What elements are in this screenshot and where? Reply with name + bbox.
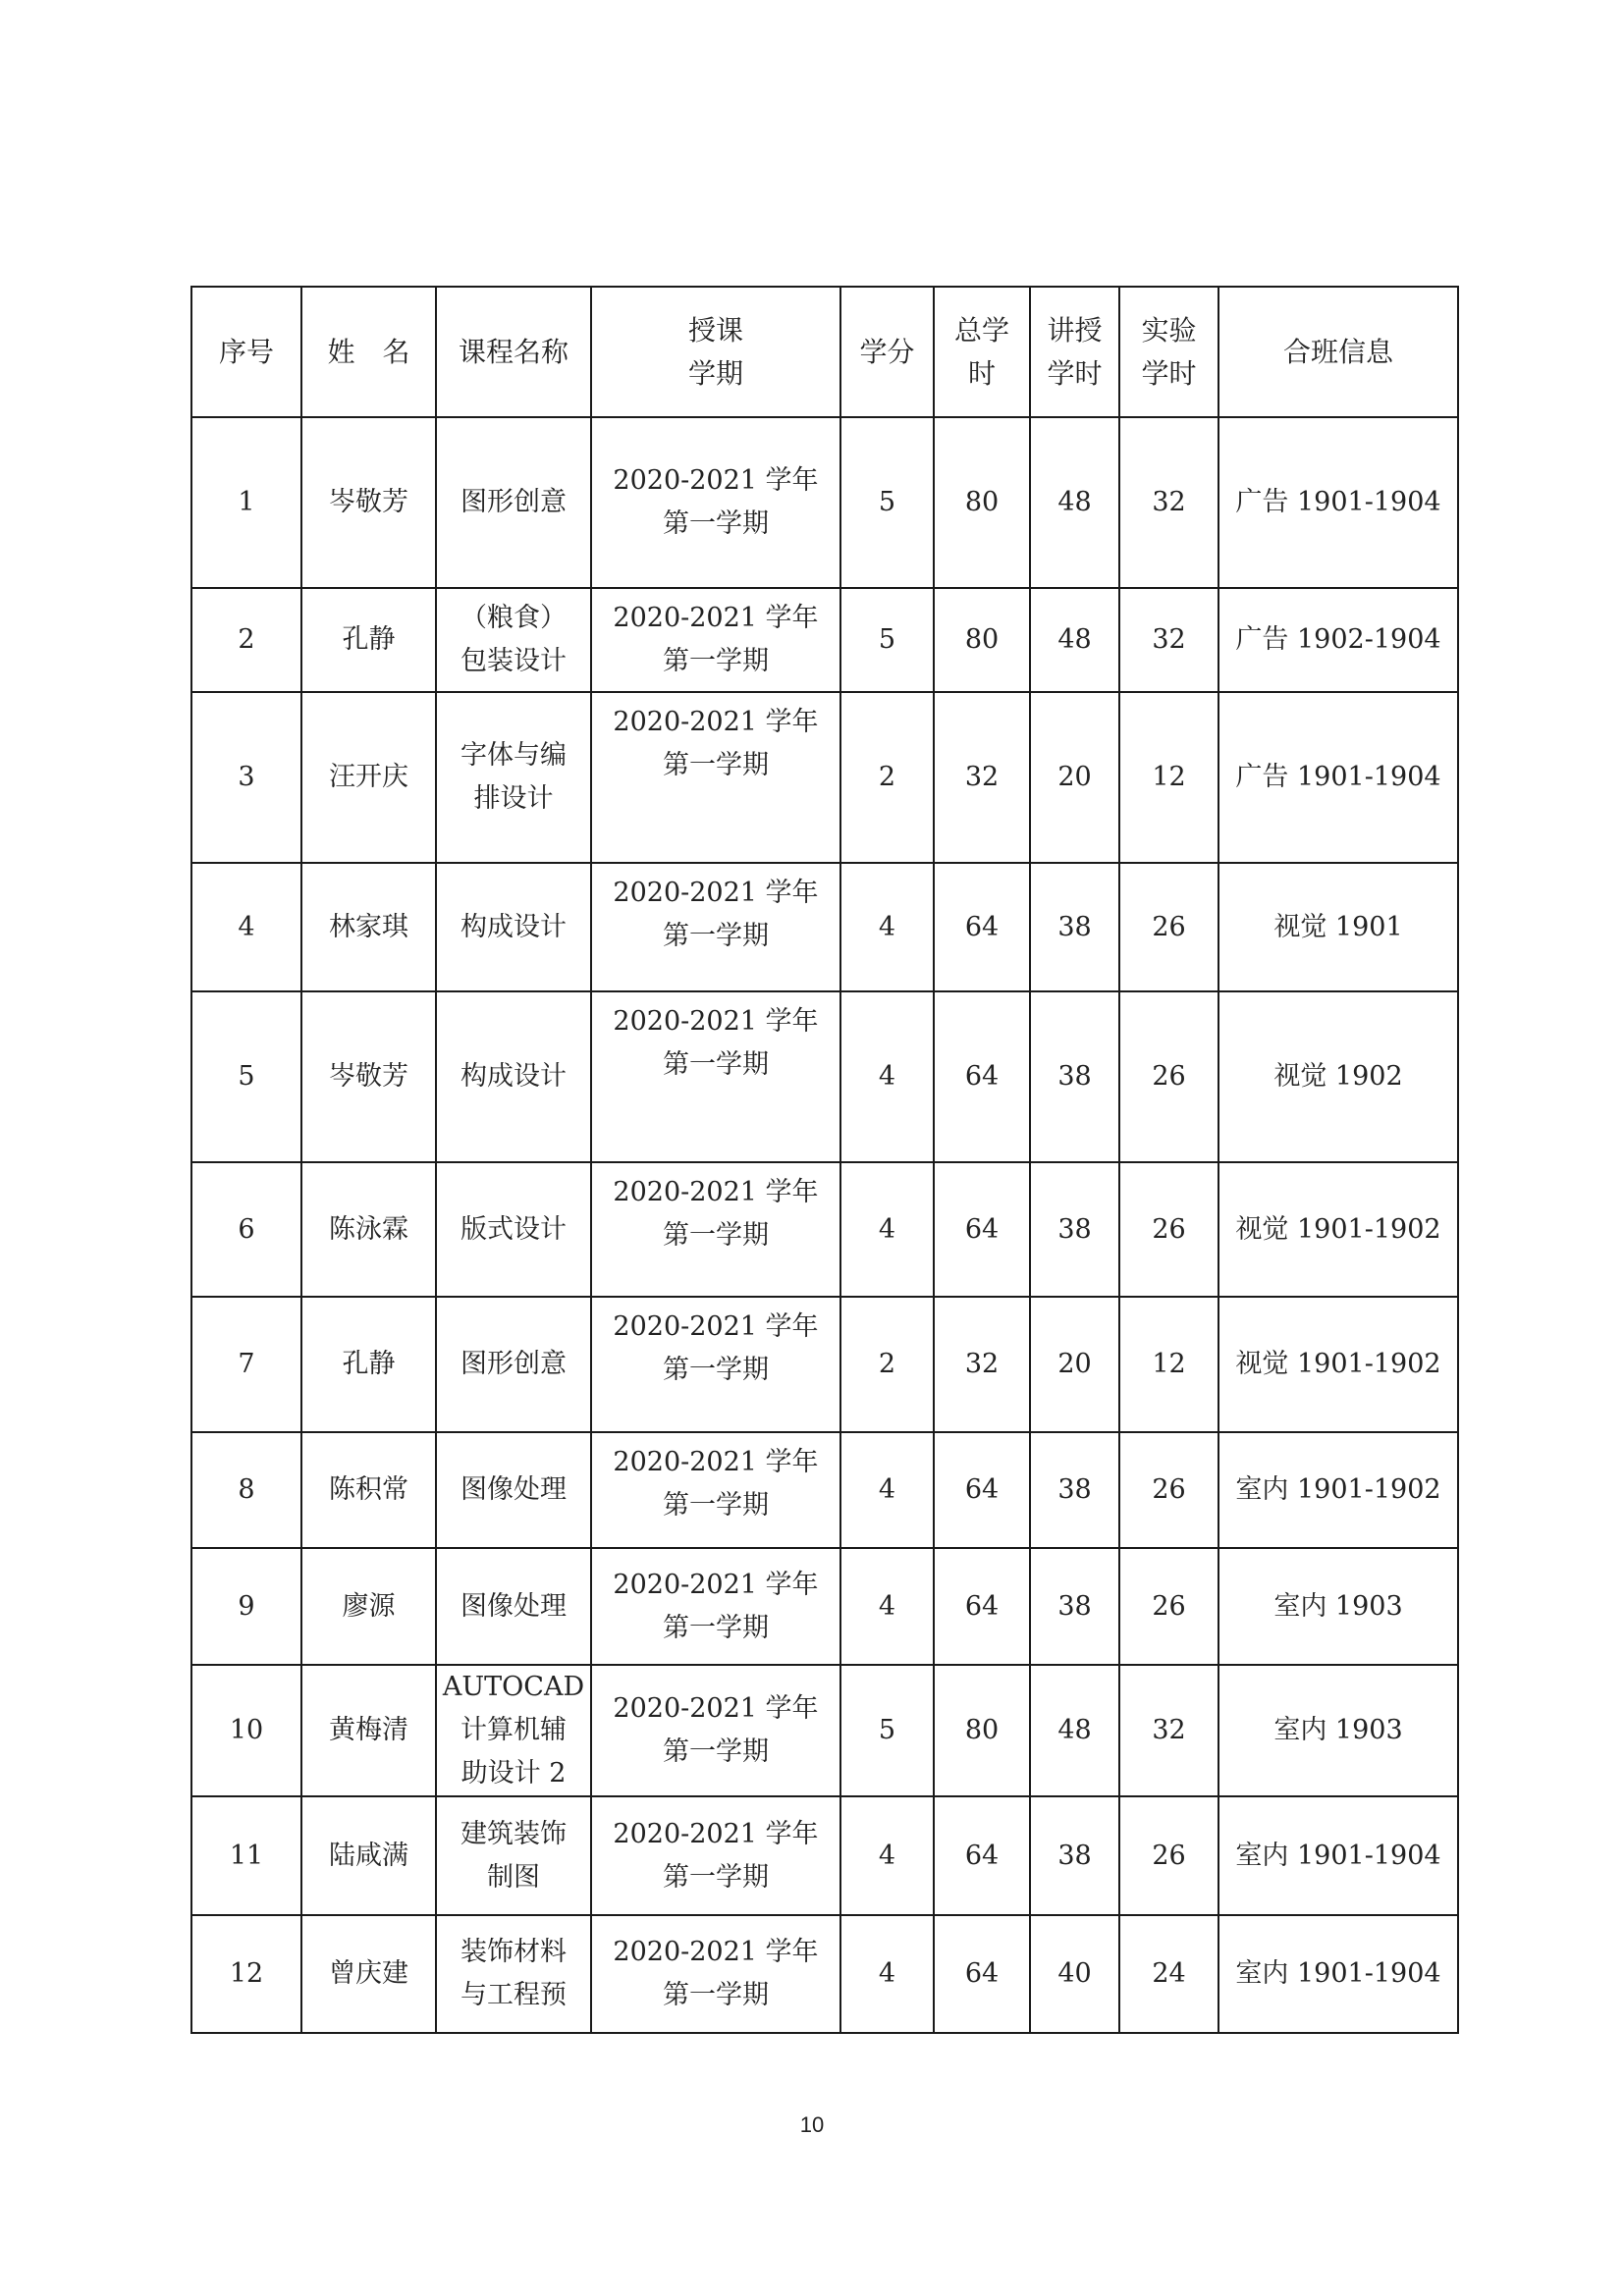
row-course-name	[436, 692, 591, 863]
row-lab-hours: 24	[1119, 1915, 1218, 2033]
row-term-line2: 第一学期	[663, 1612, 769, 1643]
table-row	[191, 1162, 1458, 1297]
table-row	[191, 692, 1458, 863]
row-teacher-name: 黄梅清	[301, 1665, 436, 1796]
row-classes: 室内 1901-1904	[1218, 1796, 1458, 1915]
row-teacher-name: 岑敬芳	[301, 417, 436, 588]
row-term-line2: 第一学期	[663, 750, 769, 780]
header-total-hours-line1: 总学	[953, 313, 1009, 347]
row-term-line1: 2020-2021 学年	[613, 1937, 819, 1967]
row-term-line2: 第一学期	[663, 508, 769, 539]
row-course-name	[436, 1796, 591, 1915]
row-term	[591, 1432, 840, 1548]
row-lab-hours: 32	[1119, 588, 1218, 692]
header-term	[591, 287, 840, 417]
row-index: 4	[191, 863, 301, 991]
row-term-line1: 2020-2021 学年	[613, 1818, 819, 1849]
row-total-hours: 80	[934, 588, 1030, 692]
table-body	[191, 417, 1458, 2033]
row-course-name-line1: 构成设计	[460, 911, 567, 942]
row-classes: 视觉 1901	[1218, 863, 1458, 991]
row-course-name	[436, 1915, 591, 2033]
row-term	[591, 1796, 840, 1915]
table-row	[191, 863, 1458, 991]
row-course-name	[436, 1297, 591, 1432]
row-total-hours: 80	[934, 417, 1030, 588]
row-course-name	[436, 1665, 591, 1796]
row-total-hours: 64	[934, 1548, 1030, 1665]
header-lab-hours-line2: 学时	[1141, 356, 1197, 390]
row-course-name	[436, 1548, 591, 1665]
row-term-line2: 第一学期	[663, 921, 769, 951]
row-teacher-name: 陈积常	[301, 1432, 436, 1548]
row-lecture-hours: 38	[1030, 1162, 1119, 1297]
row-total-hours: 64	[934, 1162, 1030, 1297]
row-term-line1: 2020-2021 学年	[613, 1693, 819, 1724]
row-total-hours: 32	[934, 1297, 1030, 1432]
table-row	[191, 1548, 1458, 1665]
header-classes: 合班信息	[1218, 287, 1458, 417]
row-credits: 5	[840, 1665, 934, 1796]
row-total-hours: 64	[934, 1432, 1030, 1548]
row-credits: 4	[840, 1432, 934, 1548]
header-lecture-hours-line1: 讲授	[1047, 313, 1103, 347]
row-course-name-line1: 图形创意	[460, 1349, 567, 1379]
row-lab-hours: 12	[1119, 692, 1218, 863]
row-lecture-hours: 48	[1030, 1665, 1119, 1796]
row-lecture-hours: 38	[1030, 1548, 1119, 1665]
row-teacher-name: 陈泳霖	[301, 1162, 436, 1297]
header-credits: 学分	[840, 287, 934, 417]
row-course-name-line2: 包装设计	[460, 646, 567, 676]
row-lab-hours: 26	[1119, 1432, 1218, 1548]
row-term	[591, 863, 840, 991]
table-row	[191, 417, 1458, 588]
table-row	[191, 588, 1458, 692]
row-index: 8	[191, 1432, 301, 1548]
row-teacher-name: 岑敬芳	[301, 991, 436, 1162]
table-row	[191, 1297, 1458, 1432]
header-row	[191, 287, 1458, 417]
row-classes: 室内 1901-1904	[1218, 1915, 1458, 2033]
row-total-hours: 64	[934, 1915, 1030, 2033]
row-lab-hours: 32	[1119, 417, 1218, 588]
row-credits: 4	[840, 1548, 934, 1665]
course-table	[190, 286, 1459, 2034]
row-lab-hours: 26	[1119, 1548, 1218, 1665]
header-lab-hours	[1119, 287, 1218, 417]
row-index: 11	[191, 1796, 301, 1915]
row-credits: 4	[840, 991, 934, 1162]
page-number: 10	[799, 2112, 825, 2137]
table-row	[191, 1796, 1458, 1915]
header-course: 课程名称	[436, 287, 591, 417]
row-term-line1: 2020-2021 学年	[613, 1447, 819, 1477]
row-term	[591, 1297, 840, 1432]
table-row	[191, 1432, 1458, 1548]
row-course-name	[436, 1432, 591, 1548]
row-course-name	[436, 991, 591, 1162]
row-index: 5	[191, 991, 301, 1162]
row-term-line1: 2020-2021 学年	[613, 707, 819, 737]
row-credits: 5	[840, 588, 934, 692]
row-course-name-line3: 助设计 2	[460, 1758, 567, 1789]
row-course-name-line1: 图像处理	[460, 1474, 567, 1505]
row-lab-hours: 26	[1119, 1796, 1218, 1915]
row-credits: 4	[840, 863, 934, 991]
row-term	[591, 417, 840, 588]
row-course-name-line1: 图形创意	[460, 487, 567, 517]
row-course-name	[436, 417, 591, 588]
row-classes: 广告 1901-1904	[1218, 692, 1458, 863]
row-course-name-line1: 图像处理	[460, 1590, 567, 1622]
row-term-line1: 2020-2021 学年	[613, 1177, 819, 1207]
header-total-hours-line2: 时	[967, 356, 996, 390]
row-classes: 室内 1901-1902	[1218, 1432, 1458, 1548]
row-course-name-line2: 制图	[487, 1861, 540, 1893]
table-row	[191, 1915, 1458, 2033]
row-course-name-line2: 排设计	[473, 783, 554, 814]
row-lecture-hours: 40	[1030, 1915, 1119, 2033]
row-course-name-line1: 构成设计	[460, 1061, 567, 1092]
row-course-name-line1: 版式设计	[460, 1213, 567, 1245]
row-lab-hours: 26	[1119, 991, 1218, 1162]
row-lecture-hours: 38	[1030, 1432, 1119, 1548]
header-term-line2: 学期	[687, 356, 743, 390]
row-teacher-name: 曾庆建	[301, 1915, 436, 2033]
row-classes: 广告 1902-1904	[1218, 588, 1458, 692]
row-term	[591, 1162, 840, 1297]
row-teacher-name: 林家琪	[301, 863, 436, 991]
row-term-line2: 第一学期	[663, 1736, 769, 1767]
header-lecture-hours	[1030, 287, 1119, 417]
row-index: 3	[191, 692, 301, 863]
header-term-line1: 授课	[687, 313, 743, 347]
row-term-line1: 2020-2021 学年	[613, 878, 819, 908]
row-lecture-hours: 38	[1030, 863, 1119, 991]
row-term-line1: 2020-2021 学年	[613, 465, 819, 496]
row-term-line2: 第一学期	[663, 646, 769, 676]
row-total-hours: 80	[934, 1665, 1030, 1796]
row-lecture-hours: 20	[1030, 1297, 1119, 1432]
row-classes: 广告 1901-1904	[1218, 417, 1458, 588]
header-total-hours	[934, 287, 1030, 417]
row-classes: 视觉 1901-1902	[1218, 1297, 1458, 1432]
table-row	[191, 991, 1458, 1162]
row-lab-hours: 26	[1119, 863, 1218, 991]
row-teacher-name: 汪开庆	[301, 692, 436, 863]
row-total-hours: 64	[934, 1796, 1030, 1915]
row-term-line1: 2020-2021 学年	[613, 1006, 819, 1037]
row-credits: 2	[840, 1297, 934, 1432]
row-lecture-hours: 20	[1030, 692, 1119, 863]
row-course-name-line2: 与工程预	[460, 1980, 567, 2010]
row-total-hours: 64	[934, 991, 1030, 1162]
row-credits: 5	[840, 417, 934, 588]
row-index: 1	[191, 417, 301, 588]
row-term	[591, 991, 840, 1162]
row-teacher-name: 廖源	[301, 1548, 436, 1665]
row-lecture-hours: 38	[1030, 991, 1119, 1162]
row-lab-hours: 32	[1119, 1665, 1218, 1796]
row-course-name-line1: 建筑装饰	[460, 1818, 567, 1849]
row-total-hours: 32	[934, 692, 1030, 863]
table-row	[191, 1665, 1458, 1796]
row-term-line2: 第一学期	[663, 1355, 769, 1385]
row-index: 2	[191, 588, 301, 692]
row-lecture-hours: 38	[1030, 1796, 1119, 1915]
row-classes: 室内 1903	[1218, 1548, 1458, 1665]
row-term	[591, 692, 840, 863]
row-lecture-hours: 48	[1030, 417, 1119, 588]
row-classes: 室内 1903	[1218, 1665, 1458, 1796]
row-term-line2: 第一学期	[663, 1861, 769, 1893]
row-term-line1: 2020-2021 学年	[613, 1311, 819, 1342]
row-lecture-hours: 48	[1030, 588, 1119, 692]
row-credits: 4	[840, 1796, 934, 1915]
row-index: 10	[191, 1665, 301, 1796]
row-index: 6	[191, 1162, 301, 1297]
row-lab-hours: 12	[1119, 1297, 1218, 1432]
header-lecture-hours-line2: 学时	[1047, 356, 1103, 390]
row-teacher-name: 陆咸满	[301, 1796, 436, 1915]
row-credits: 4	[840, 1915, 934, 2033]
row-lab-hours: 26	[1119, 1162, 1218, 1297]
header-name: 姓 名	[301, 287, 436, 417]
row-term	[591, 1665, 840, 1796]
row-term-line2: 第一学期	[663, 1220, 769, 1251]
row-course-name-line1: 装饰材料	[460, 1937, 567, 1967]
row-course-name-line1: 字体与编	[460, 740, 567, 771]
row-index: 12	[191, 1915, 301, 2033]
header-lab-hours-line1: 实验	[1141, 313, 1197, 347]
row-term-line2: 第一学期	[663, 1980, 769, 2010]
row-total-hours: 64	[934, 863, 1030, 991]
row-credits: 4	[840, 1162, 934, 1297]
row-term	[591, 1915, 840, 2033]
row-term-line2: 第一学期	[663, 1049, 769, 1080]
row-teacher-name: 孔静	[301, 588, 436, 692]
row-course-name	[436, 1162, 591, 1297]
row-course-name-line1: AUTOCAD	[442, 1672, 585, 1702]
row-classes: 视觉 1902	[1218, 991, 1458, 1162]
row-course-name-line1: （粮食）	[460, 603, 567, 633]
row-classes: 视觉 1901-1902	[1218, 1162, 1458, 1297]
row-credits: 2	[840, 692, 934, 863]
row-term	[591, 1548, 840, 1665]
row-course-name	[436, 863, 591, 991]
row-term-line2: 第一学期	[663, 1490, 769, 1521]
row-course-name	[436, 588, 591, 692]
row-term-line1: 2020-2021 学年	[613, 603, 819, 633]
row-term-line1: 2020-2021 学年	[613, 1569, 819, 1600]
row-teacher-name: 孔静	[301, 1297, 436, 1432]
row-term	[591, 588, 840, 692]
row-course-name-line2: 计算机辅	[460, 1715, 567, 1745]
row-index: 7	[191, 1297, 301, 1432]
header-index: 序号	[191, 287, 301, 417]
row-index: 9	[191, 1548, 301, 1665]
